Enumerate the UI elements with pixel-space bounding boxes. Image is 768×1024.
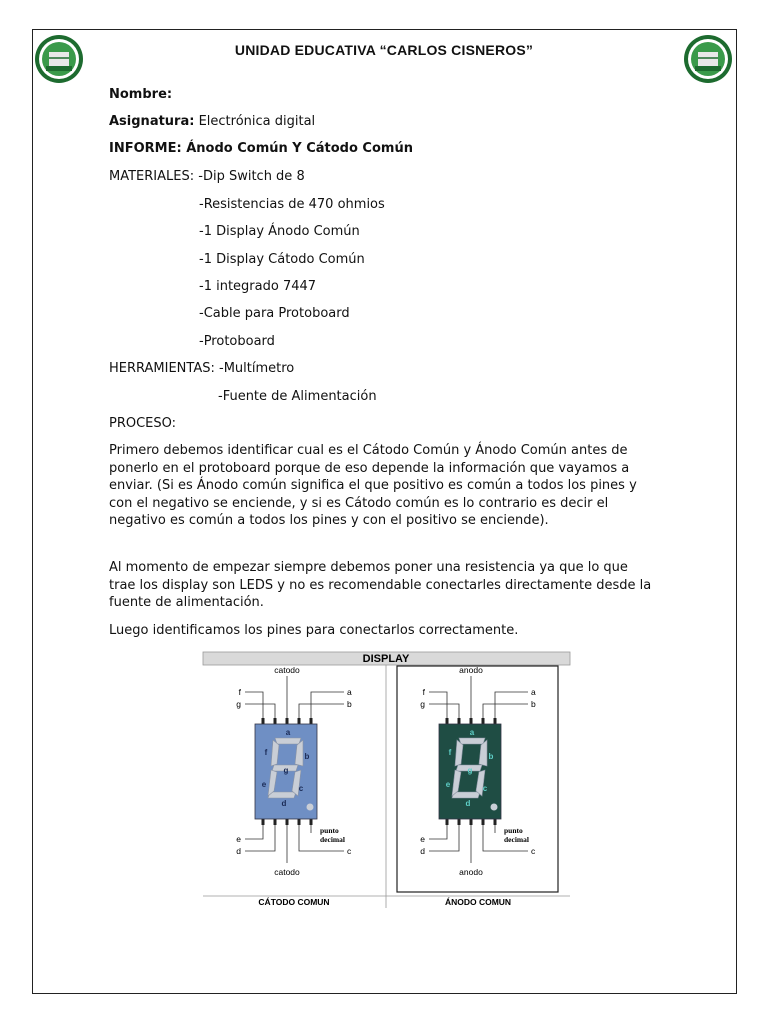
pin-label: c (531, 846, 536, 856)
dp-label: punto (320, 826, 339, 835)
segment-label: d (465, 799, 471, 808)
caption-catodo: CÁTODO COMUN (258, 897, 330, 907)
common-pin-label-bottom: catodo (274, 867, 300, 877)
wire-e (429, 825, 447, 839)
segment-label: c (482, 784, 488, 793)
pin-label: b (347, 699, 352, 709)
dp-label: decimal (504, 835, 529, 844)
materiales-item: -Dip Switch de 8 (198, 169, 305, 184)
segment-label: a (285, 728, 291, 737)
materiales-label: MATERIALES: (109, 169, 199, 184)
segment-label: e (445, 780, 451, 789)
materiales-item: -Cable para Protoboard (199, 306, 350, 321)
materiales-item: -Resistencias de 470 ohmios (199, 197, 385, 212)
pin-label: d (420, 846, 425, 856)
decimal-point (307, 804, 314, 811)
common-pin-label-bottom: anodo (459, 867, 483, 877)
pin-label: a (531, 687, 536, 697)
figure-header: DISPLAY (362, 653, 410, 665)
pin-label: c (347, 846, 352, 856)
dp-label: punto (504, 826, 523, 835)
pin-label: f (238, 687, 241, 697)
informe-value: Ánodo Común Y Cátodo Común (181, 141, 413, 156)
pin-label: d (236, 846, 241, 856)
materiales-item: -1 Display Cátodo Común (199, 252, 365, 267)
proceso-label: PROCESO: (109, 416, 177, 431)
segment-d (268, 792, 296, 798)
materiales-line (109, 169, 305, 185)
wire-f (245, 692, 263, 718)
segment-label: b (304, 752, 310, 761)
segment-label: b (488, 752, 494, 761)
segment-d (452, 792, 480, 798)
proceso-paragraph: Al momento de empezar siempre debemos poner una resistencia ya que lo que trae los display son LEDS y no es recomendable conectarles directamente desde la fuente de alimentación. (109, 560, 652, 611)
herramientas-line (109, 361, 294, 377)
pin-label: e (420, 834, 425, 844)
wire-g (429, 704, 459, 718)
display-pinout-figure (198, 646, 574, 910)
segment-label: a (469, 728, 475, 737)
proceso-paragraph: Luego identificamos los pines para conectarlos correctamente. (109, 623, 519, 638)
segment-label: g (283, 766, 289, 775)
segment-a (459, 738, 485, 744)
materiales-item: -Protoboard (199, 334, 275, 349)
nombre-label: Nombre: (109, 87, 173, 102)
informe-label: INFORME: (109, 141, 182, 156)
wire-a (495, 692, 528, 718)
anodo-panel (420, 665, 536, 877)
pin-label: e (236, 834, 241, 844)
asignatura-value: Electrónica digital (194, 114, 316, 129)
pin-label: g (236, 699, 241, 709)
asignatura-line (109, 114, 315, 130)
pin-label: g (420, 699, 425, 709)
wire-a (311, 692, 344, 718)
segment-label: f (448, 748, 452, 757)
wire-b (483, 704, 528, 718)
asignatura-label: Asignatura: (109, 114, 195, 129)
segment-label: c (298, 784, 304, 793)
pin-label: b (531, 699, 536, 709)
decimal-point (491, 804, 498, 811)
wire-b (299, 704, 344, 718)
materiales-item: -1 integrado 7447 (199, 279, 317, 294)
segment-a (275, 738, 301, 744)
materiales-item: -1 Display Ánodo Común (199, 224, 360, 239)
catodo-panel (236, 665, 352, 877)
wire-f (429, 692, 447, 718)
caption-anodo: ÁNODO COMUN (444, 897, 512, 907)
segment-label: e (261, 780, 267, 789)
common-pin-label-top: catodo (274, 665, 300, 675)
segment-label: d (281, 799, 287, 808)
herramientas-item: -Fuente de Alimentación (218, 389, 377, 404)
proceso-paragraph: Primero debemos identificar cual es el Cátodo Común y Ánodo Común antes de ponerlo en el protoboard porque de eso depende la información que vayamos a enviar. (Si es Ánodo común significa el que positivo es común a todos los pines y con el negativo se enciende, y si es Cátodo común es lo contrario es decir el negativo es común a todos los pines y con el positivo se enciende). (109, 443, 637, 529)
informe-line (109, 141, 413, 157)
herramientas-item: -Multímetro (219, 361, 295, 376)
dp-label: decimal (320, 835, 345, 844)
segment-label: f (264, 748, 268, 757)
herramientas-label: HERRAMIENTAS: (109, 361, 219, 376)
common-pin-label-top: anodo (459, 665, 483, 675)
pin-label: a (347, 687, 352, 697)
wire-d (245, 825, 275, 851)
wire-e (245, 825, 263, 839)
document-title: UNIDAD EDUCATIVA “CARLOS CISNEROS” (234, 42, 534, 58)
pin-label: f (422, 687, 425, 697)
wire-d (429, 825, 459, 851)
segment-label: g (467, 766, 473, 775)
wire-g (245, 704, 275, 718)
